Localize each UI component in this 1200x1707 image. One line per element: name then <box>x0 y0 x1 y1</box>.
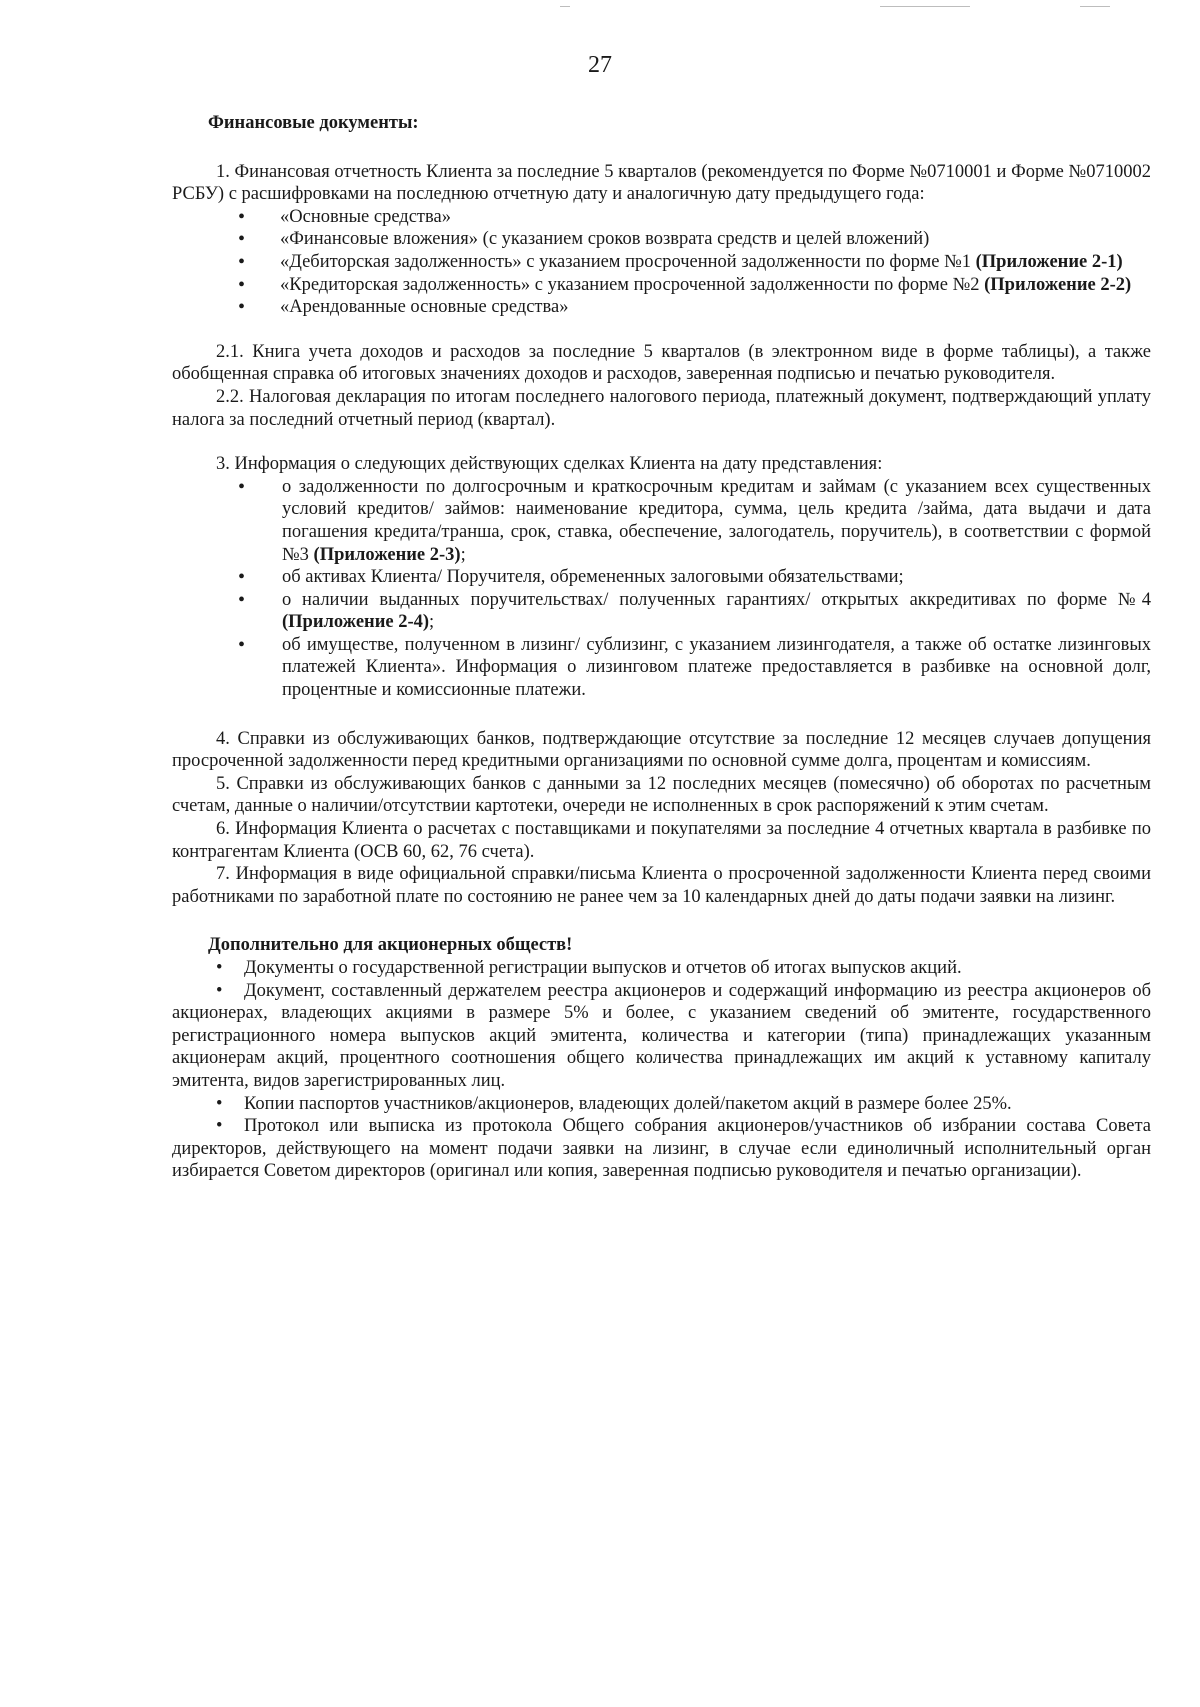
list-item: • «Дебиторская задолженность» с указанием просроченной задолженности по форме №1 (Приложение 2-1) <box>172 251 1151 274</box>
paragraph-item-2-2: 2.2. Налоговая декларация по итогам последнего налогового периода, платежный документ, подтверждающий уплату налога за последний отчетный период (квартал). <box>172 386 1151 430</box>
list-item: • «Арендованные основные средства» <box>172 296 1151 319</box>
list-item: • об активах Клиента/ Поручителя, обремененных залоговыми обязательствами; <box>172 566 1151 589</box>
list-item: • об имуществе, полученном в лизинг/ сублизинг, с указанием лизингодателя, а также об остатке лизинговых платежей Клиента». Информация о лизинговом платеже предоставляется в разбивке на основной долг, процентные и комиссионные платежи. <box>172 634 1151 702</box>
list-item: • Документы о государственной регистрации выпусков и отчетов об итогах выпусков акций. <box>216 958 962 978</box>
list-item: • «Финансовые вложения» (с указанием сроков возврата средств и целей вложений) <box>172 228 1151 251</box>
item-1-bullet-list <box>172 206 1151 319</box>
paragraph-item-7: 7. Информация в виде официальной справки/письма Клиента о просроченной задолженности Клиента перед своими работниками по заработной плате по состоянию не ранее чем за 10 календарных дней до даты подачи заявки на лизинг. <box>172 864 1151 907</box>
paragraph-item-6: 6. Информация Клиента о расчетах с поставщиками и покупателями за последние 4 отчетных квартала в разбивке по контрагентам Клиента (ОСВ 60, 62, 76 счета). <box>172 819 1151 862</box>
scan-artifact <box>1080 6 1110 7</box>
list-item: • о наличии выданных поручительствах/ полученных гарантиях/ открытых аккредитивах по форме №4 (Приложение 2-4); <box>172 589 1151 634</box>
appendix-reference: (Приложение 2-4) <box>282 612 430 633</box>
list-item: • о задолженности по долгосрочным и краткосрочным кредитам и займам (с указанием всех существенных условий кредитов/ займов: наименование кредитора, сумма, цель кредита /займа, дата выдачи и дата погашения кредита/транша, срок, ставка, обеспечение, залогодатель, поручитель), в соответствии с формой №3 (Приложение 2-3); <box>172 476 1151 566</box>
list-item: • Документ, составленный держателем реестра акционеров и содержащий информацию из реестра акционеров об акционерах, владеющих акциями в размере 5% и более, с указанием сведений об эмитенте, государственного регистрационного номера выпусков акций эмитента, количества и категории (типа) принадлежащих указанным акционерам акций, процентного соотношения общего количества принадлежащих им акций к уставному капиталу эмитента, видов зарегистрированных лиц. <box>172 980 1151 1091</box>
appendix-reference: (Приложение 2-3) <box>313 544 461 565</box>
paragraph-item-1: 1. Финансовая отчетность Клиента за последние 5 кварталов (рекомендуется по Форме №0710001 и Форме №0710002 РСБУ) с расшифровками на последнюю отчетную дату и аналогичную дату предыдущего года: <box>172 161 1151 205</box>
appendix-reference: (Приложение 2-1) <box>975 251 1123 272</box>
page-number: 27 <box>588 52 612 78</box>
paragraph-item-3: 3. Информация о следующих действующих сделках Клиента на дату представления: <box>216 454 883 475</box>
paragraph-item-2-1: 2.1. Книга учета доходов и расходов за последние 5 кварталов (в электронном виде в форме таблицы), а также обобщенная справка об итоговых значениях доходов и расходов, заверенная подписью и печатью руководителя. <box>172 341 1151 385</box>
joint-stock-list <box>172 957 1151 1183</box>
scan-artifact <box>880 6 970 7</box>
appendix-reference: (Приложение 2-2) <box>984 274 1132 295</box>
paragraph-item-5: 5. Справки из обслуживающих банков с данными за 12 последних месяцев (помесячно) об оборотах по расчетным счетам, данные о наличии/отсутствии картотеки, очереди не исполненных в срок распоряжений к этим счетам. <box>172 773 1151 817</box>
paragraph-item-4: 4. Справки из обслуживающих банков, подтверждающие отсутствие за последние 12 месяцев случаев допущения просроченной задолженности перед кредитными организациями по основной сумме долга, процентам и комиссиям. <box>172 728 1151 772</box>
joint-stock-heading: Дополнительно для акционерных обществ! <box>208 935 573 956</box>
list-item: • «Основные средства» <box>172 206 1151 229</box>
list-item: • Копии паспортов участников/акционеров, владеющих долей/пакетом акций в размере более 25%. <box>216 1093 1012 1114</box>
scan-artifact <box>560 6 570 7</box>
section-heading: Финансовые документы: <box>208 113 419 133</box>
list-item: • «Кредиторская задолженность» с указанием просроченной задолженности по форме №2 (Приложение 2-2) <box>172 274 1151 297</box>
document-body <box>172 112 1151 1183</box>
item-3-bullet-list <box>172 476 1151 702</box>
list-item: • Протокол или выписка из протокола Общего собрания акционеров/участников об избрании состава Совета директоров, действующего на момент подачи заявки на лизинг, в случае если единоличный исполнительный орган избирается Советом директоров (оригинал или копия, заверенная подписью руководителя и печатью организации). <box>172 1116 1151 1182</box>
